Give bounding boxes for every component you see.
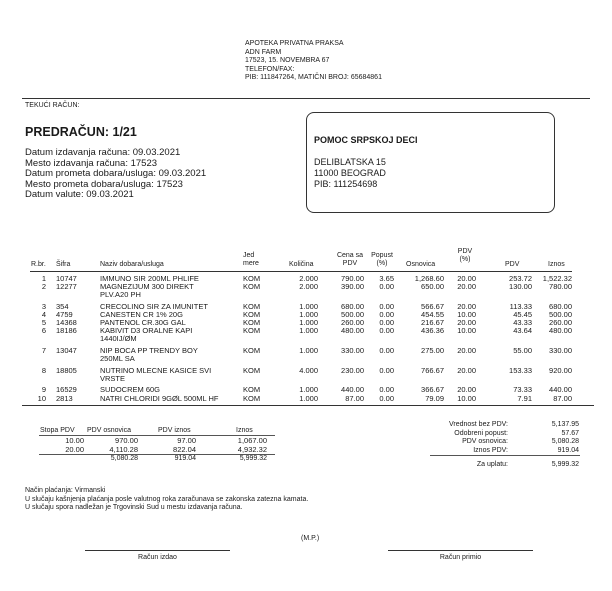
cell-popust: 0.00	[379, 302, 394, 311]
cell-osnovica: 436.36	[421, 326, 444, 335]
cell-jed: KOM	[243, 346, 261, 355]
cell-sifra: 16529	[56, 385, 77, 394]
vat-total-iznos: 5,999.32	[239, 455, 267, 462]
cell-naziv: PANTENOL CR.30G GAL	[100, 318, 186, 327]
cell-iznos: 500.00	[549, 310, 572, 319]
vat-cell-stopa: 10.00	[65, 436, 84, 445]
cell-naziv: NUTRINO MLECNE KASICE SVI	[100, 366, 212, 375]
note-line: U slučaju spora nadležan je Trgovinski Sud u mestu izdavanja računa.	[25, 504, 243, 511]
table-row	[0, 346, 612, 363]
cell-osnovica: 366.67	[421, 385, 444, 394]
cell-pdvp: 10.00	[457, 326, 476, 335]
cell-iznos: 87.00	[553, 394, 572, 403]
cell-kol: 1.000	[299, 346, 318, 355]
vat-cell-osnovica: 970.00	[115, 436, 138, 445]
col-pdv-pct-2: (%)	[459, 256, 471, 263]
table-row	[0, 326, 612, 343]
cell-naziv: SUDOCREM 60G	[100, 385, 161, 394]
cell-pdvp: 20.00	[457, 385, 476, 394]
cell-osnovica: 275.00	[421, 346, 444, 355]
cell-rbr: 8	[41, 366, 46, 375]
cell-iznos: 260.00	[549, 318, 572, 327]
seller-line: ADN FARM	[245, 48, 282, 56]
cell-naziv: IMMUNO SIR 200ML PHLIFE	[100, 274, 199, 283]
cell-pdvp: 20.00	[457, 302, 476, 311]
vat-cell-iznos-pdv: 97.00	[177, 436, 196, 445]
osnovica-value: 5,080.28	[551, 438, 579, 445]
buyer-line: 11000 BEOGRAD	[314, 168, 386, 178]
cell-sifra: 354	[56, 302, 69, 311]
vat-cell-iznos: 1,067.00	[237, 436, 267, 445]
seller-info	[245, 40, 475, 83]
cell-popust: 0.00	[379, 366, 394, 375]
vat-total-pdv: 919.04	[174, 455, 196, 462]
cell-naziv-continued: 1440IJ/ØM	[100, 334, 137, 343]
date-line: Mesto izdavanja računa: 17523	[25, 157, 158, 169]
col-jed: Jed	[243, 252, 255, 259]
cell-popust: 0.00	[379, 326, 394, 335]
cell-iznos: 440.00	[549, 385, 572, 394]
iznos-pdv-label: Iznos PDV:	[473, 446, 508, 454]
vat-cell-stopa: 20.00	[65, 445, 84, 454]
cell-naziv-continued: 250ML SA	[100, 354, 135, 363]
cell-jed: KOM	[243, 302, 261, 311]
col-kolicina: Količina	[289, 261, 314, 268]
stamp-placeholder: (M.P.)	[301, 535, 320, 542]
iznos-pdv-value: 919.04	[557, 446, 579, 454]
cell-sifra: 12277	[56, 282, 77, 291]
cell-jed: KOM	[243, 366, 261, 375]
cell-iznos: 680.00	[549, 302, 572, 311]
cell-rbr: 6	[41, 326, 46, 335]
cell-popust: 0.00	[379, 346, 394, 355]
receiver-signature-line	[388, 550, 533, 551]
cell-sifra: 4759	[56, 310, 73, 319]
cell-osnovica: 566.67	[421, 302, 444, 311]
cell-pdvp: 20.00	[457, 274, 476, 283]
cell-iznos: 780.00	[549, 282, 572, 291]
cell-pdvp: 20.00	[457, 346, 476, 355]
za-uplatu-value: 5,999.32	[551, 461, 579, 468]
cell-osnovica: 650.00	[421, 282, 444, 291]
cell-naziv: CRECOLINO SIR ZA IMUNITET	[100, 302, 208, 311]
cell-kol: 1.000	[299, 318, 318, 327]
cell-popust: 0.00	[379, 385, 394, 394]
cell-sifra: 2813	[56, 394, 73, 403]
cell-pdv: 253.72	[509, 274, 532, 283]
cell-iznos: 1,522.32	[542, 274, 572, 283]
header-divider	[22, 98, 590, 99]
seller-line: TELEFON/FAX:	[245, 65, 295, 73]
za-uplatu-label: Za uplatu:	[476, 461, 508, 468]
cell-iznos: 330.00	[549, 346, 572, 355]
cell-kol: 1.000	[299, 326, 318, 335]
cell-kol: 2.000	[299, 282, 318, 291]
cell-cena: 230.00	[341, 366, 364, 375]
totals-divider	[430, 455, 580, 456]
cell-sifra: 18805	[56, 366, 77, 375]
seller-line: APOTEKA PRIVATNA PRAKSA	[245, 40, 344, 47]
cell-jed: KOM	[243, 326, 261, 335]
cell-cena: 500.00	[341, 310, 364, 319]
col-osnovica: Osnovica	[406, 261, 436, 268]
col-sifra: Šifra	[56, 261, 71, 268]
cell-rbr: 1	[41, 274, 46, 283]
vat-total-row	[0, 455, 300, 464]
date-line: Mesto prometa dobara/usluga: 17523	[25, 178, 183, 190]
vat-cell-osnovica: 4,110.28	[109, 445, 138, 454]
cell-popust: 0.00	[379, 394, 394, 403]
col-pdv-pct: PDV	[457, 248, 473, 255]
cell-rbr: 7	[41, 346, 46, 355]
cell-rbr: 4	[41, 310, 46, 319]
cell-jed: KOM	[243, 318, 261, 327]
cell-pdvp: 10.00	[457, 310, 476, 319]
seller-line: 17523, 15. NOVEMBRA 67	[245, 57, 330, 64]
cell-pdv: 7.91	[517, 394, 532, 403]
col-cena-2: PDV	[342, 260, 358, 267]
cell-popust: 0.00	[379, 282, 394, 291]
vat-cell-iznos-pdv: 822.04	[173, 445, 196, 454]
table-row	[0, 385, 612, 394]
cell-pdv: 55.00	[513, 346, 532, 355]
document-title: PREDRAČUN: 1/21	[25, 125, 137, 139]
cell-cena: 390.00	[341, 282, 364, 291]
cell-naziv-continued: PLV.A20 PH	[100, 290, 141, 299]
col-rbr: R.br.	[31, 261, 46, 268]
tekuci-racun-label: TEKUĆI RAČUN:	[25, 102, 80, 109]
cell-jed: KOM	[243, 385, 261, 394]
cell-osnovica: 216.67	[421, 318, 444, 327]
table-header-line	[30, 271, 572, 272]
cell-rbr: 5	[41, 318, 46, 327]
payment-notes	[25, 487, 308, 513]
cell-kol: 1.000	[299, 394, 318, 403]
cell-naziv: KABIVIT D3 ORALNE KAPI	[100, 326, 193, 335]
cell-popust: 3.65	[379, 274, 394, 283]
cell-kol: 1.000	[299, 302, 318, 311]
cell-osnovica: 79.09	[425, 394, 444, 403]
cell-popust: 0.00	[379, 318, 394, 327]
cell-cena: 87.00	[345, 394, 364, 403]
col-popust-2: (%)	[376, 260, 388, 267]
cell-naziv: MAGNEZIJUM 300 DIREKT	[100, 282, 194, 291]
vat-col-iznos: Iznos	[236, 427, 253, 434]
cell-pdv: 113.33	[509, 302, 532, 311]
col-pdv: PDV	[505, 261, 520, 268]
vat-cell-iznos: 4,932.32	[237, 445, 267, 454]
cell-osnovica: 1,268.60	[414, 274, 444, 283]
cell-pdv: 43.64	[513, 326, 532, 335]
cell-cena: 330.00	[341, 346, 364, 355]
cell-rbr: 9	[41, 385, 46, 394]
racun-primio-label: Račun primio	[439, 554, 482, 561]
cell-kol: 1.000	[299, 385, 318, 394]
cell-sifra: 10747	[56, 274, 77, 283]
cell-pdvp: 20.00	[457, 318, 476, 327]
osnovica-label: PDV osnovica:	[462, 438, 508, 445]
vat-col-pdv-iznos: PDV iznos	[158, 427, 191, 434]
cell-osnovica: 766.67	[421, 366, 444, 375]
cell-naziv: NATRI CHLORIDI 9GØL 500ML HF	[100, 394, 219, 403]
cell-popust: 0.00	[379, 310, 394, 319]
col-naziv: Naziv dobara/usluga	[100, 261, 164, 268]
cell-pdvp: 10.00	[457, 394, 476, 403]
cell-sifra: 18186	[56, 326, 77, 335]
cell-cena: 480.00	[341, 326, 364, 335]
note-line: Način plaćanja: Virmanski	[25, 487, 106, 494]
date-line: Datum prometa dobara/usluga: 09.03.2021	[25, 168, 207, 179]
cell-pdvp: 20.00	[457, 282, 476, 291]
cell-kol: 1.000	[299, 310, 318, 319]
cell-rbr: 3	[41, 302, 46, 311]
popust-label: Odobreni popust:	[454, 429, 508, 437]
date-line: Datum valute: 09.03.2021	[25, 189, 134, 200]
cell-iznos: 920.00	[549, 366, 572, 375]
cell-pdvp: 20.00	[457, 366, 476, 375]
vrednost-value: 5,137.95	[551, 421, 579, 428]
col-iznos: Iznos	[548, 261, 565, 268]
totals-block	[400, 421, 580, 476]
buyer-line: PIB: 111254698	[314, 179, 378, 189]
date-line: Datum izdavanja računa: 09.03.2021	[25, 147, 181, 158]
vat-col-osnovica: PDV osnovica	[87, 427, 131, 434]
cell-pdv: 153.33	[509, 366, 532, 375]
cell-jed: KOM	[243, 282, 261, 291]
cell-pdv: 130.00	[509, 282, 532, 291]
cell-jed: KOM	[243, 310, 261, 319]
items-table-header	[0, 248, 612, 270]
buyer-line: DELIBLATSKA 15	[314, 157, 386, 167]
table-row	[0, 366, 612, 383]
cell-osnovica: 454.55	[421, 310, 444, 319]
vat-col-stopa: Stopa PDV	[40, 427, 75, 434]
vat-total-osnovica: 5,080.28	[110, 455, 138, 462]
cell-cena: 790.00	[341, 274, 364, 283]
seller-line: PIB: 111847264, MATIČNI BROJ: 65684861	[245, 74, 382, 81]
cell-naziv-continued: VRSTE	[100, 374, 126, 383]
cell-iznos: 480.00	[549, 326, 572, 335]
buyer-box	[306, 112, 555, 213]
cell-cena: 260.00	[341, 318, 364, 327]
cell-kol: 2.000	[299, 274, 318, 283]
date-block	[25, 148, 206, 201]
table-row	[0, 394, 612, 403]
col-jed-2: mere	[243, 260, 259, 267]
cell-pdv: 45.45	[513, 310, 532, 319]
cell-rbr: 2	[41, 282, 46, 291]
cell-naziv: NIP BOCA PP TRENDY BOY	[100, 346, 198, 355]
cell-cena: 680.00	[341, 302, 364, 311]
issuer-signature-line	[85, 550, 230, 551]
note-line: U slučaju kašnjenja plaćanja posle valutnog roka zaračunava se zakonska zatezna kamata.	[25, 495, 309, 503]
cell-pdv: 73.33	[513, 385, 532, 394]
cell-rbr: 10	[37, 394, 46, 403]
cell-jed: KOM	[243, 274, 261, 283]
vrednost-label: Vrednost bez PDV:	[448, 421, 508, 428]
cell-jed: KOM	[243, 394, 261, 403]
cell-naziv: CANESTEN CR 1% 20G	[100, 310, 183, 319]
cell-sifra: 13047	[56, 346, 77, 355]
popust-value: 57.67	[561, 429, 579, 437]
buyer-name: POMOC SRPSKOJ DECI	[314, 135, 418, 145]
table-row	[0, 282, 612, 299]
cell-cena: 440.00	[341, 385, 364, 394]
col-cena: Cena sa	[336, 252, 364, 259]
cell-kol: 4.000	[299, 366, 318, 375]
cell-pdv: 43.33	[513, 318, 532, 327]
cell-sifra: 14368	[56, 318, 77, 327]
col-popust: Popust	[371, 252, 393, 259]
table-bottom-line	[22, 405, 594, 406]
racun-izdao-label: Račun izdao	[138, 554, 177, 561]
